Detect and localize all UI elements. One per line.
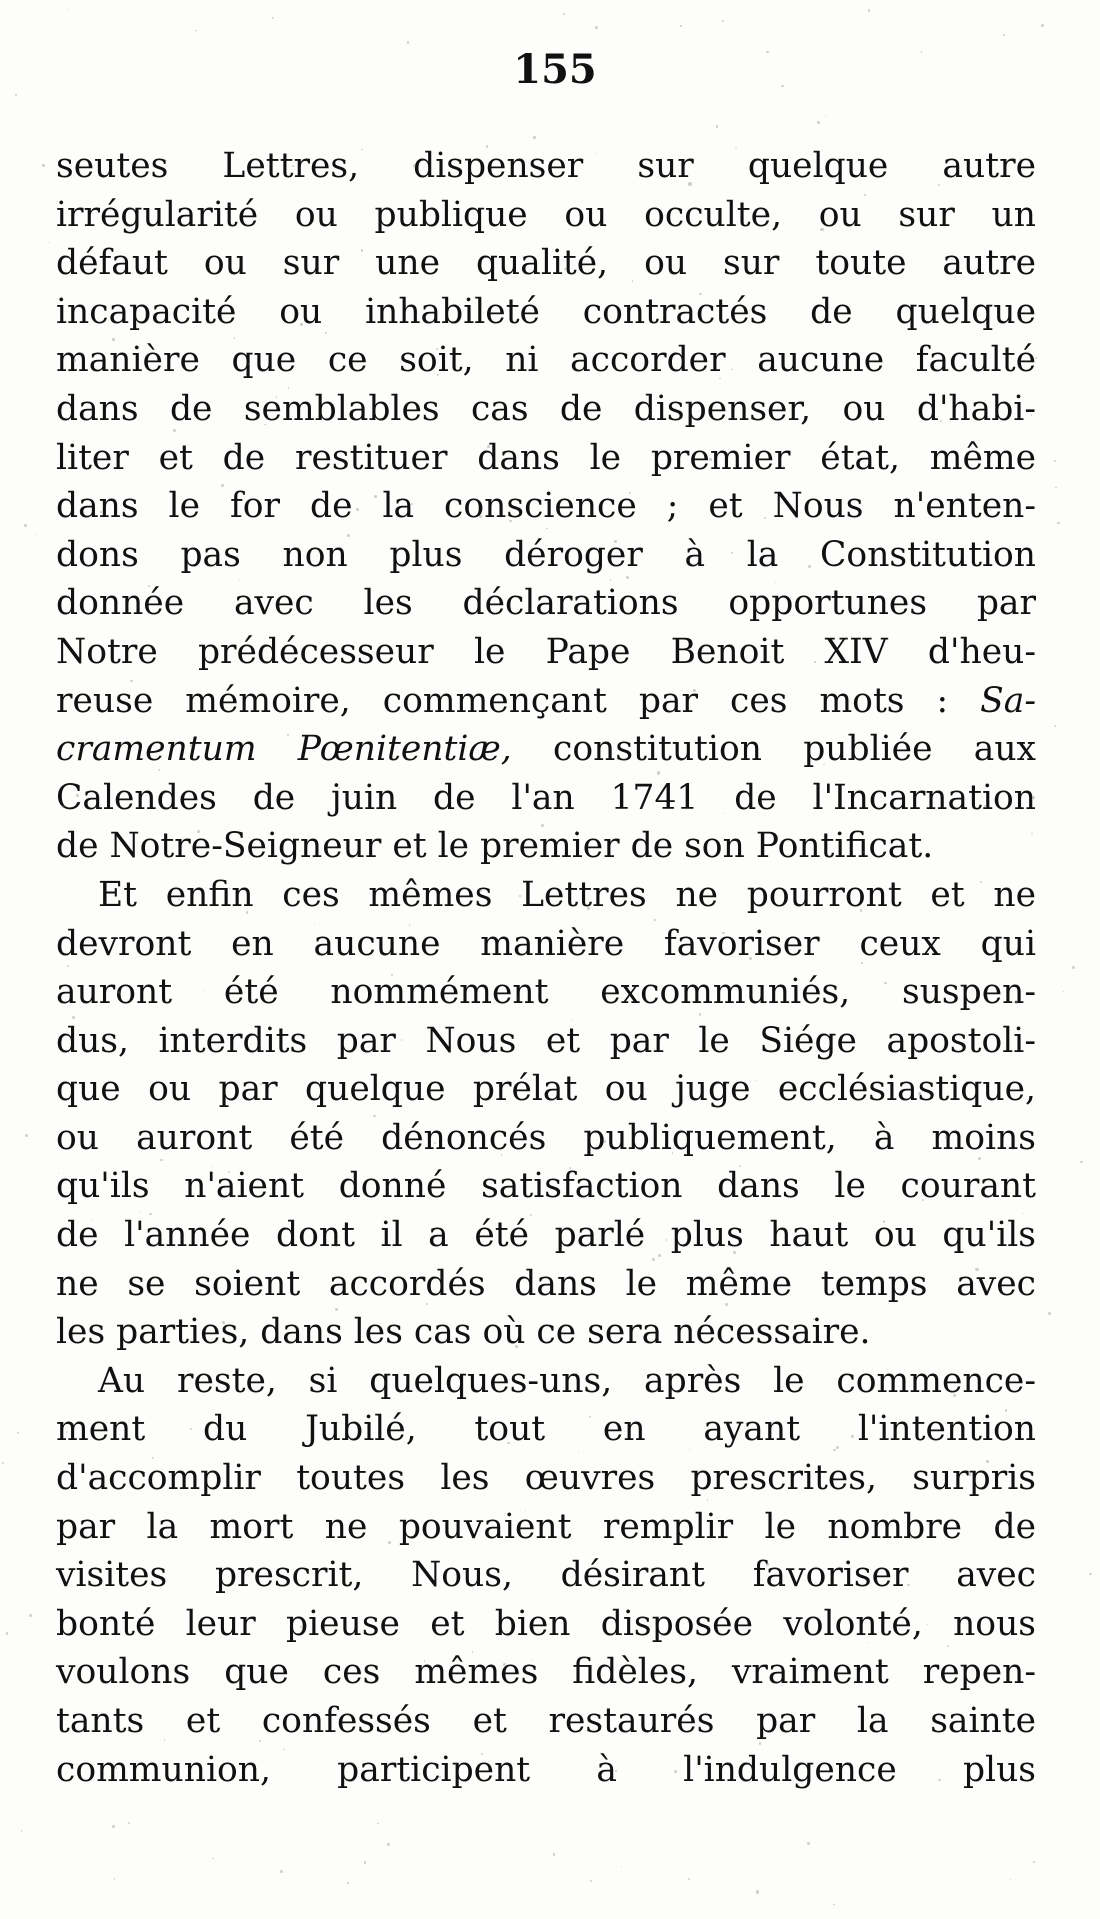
speckle-dot [173,429,176,432]
text-line: les parties, dans les cas où ce sera nécessaire. [56,1312,871,1353]
speckle-dot [388,1541,391,1544]
speckle-dot [589,1416,591,1418]
speckle-dot [709,458,712,461]
speckle-dot [228,1171,230,1173]
speckle-dot [1089,1573,1091,1575]
speckle-dot [272,17,275,20]
speckle-dot [419,1773,420,1774]
speckle-dot [1041,24,1044,27]
speckle-dot [590,1880,592,1882]
speckle-dot [1072,966,1075,969]
speckle-dot [861,962,863,964]
text-line: ou auront été dénoncés publiquement, à moins [56,1117,1036,1158]
speckle-dot [1015,1000,1018,1003]
speckle-dot [807,1842,809,1844]
speckle-dot [817,121,820,124]
text-line: bonté leur pieuse et bien disposée volonté, nous [56,1603,1036,1644]
speckle-dot [725,1303,728,1306]
speckle-dot [149,1213,152,1216]
speckle-dot [723,813,724,814]
text-line: que ou par quelque prélat ou juge ecclésiastique, [56,1069,1036,1110]
speckle-dot [15,94,18,97]
speckle-dot [148,585,150,587]
speckle-dot [975,1268,978,1271]
text-line: défaut ou sur une qualité, ou sur toute autre [56,243,1036,284]
speckle-dot [719,1035,720,1036]
speckle-dot [688,182,691,185]
speckle-dot [533,136,535,138]
speckle-dot [654,919,656,921]
text-segment: constitution publiée aux [553,729,1036,770]
speckle-dot [195,30,197,32]
text-line: incapacité ou inhabileté contractés de quelque [56,291,1036,332]
speckle-dot [756,1890,759,1893]
speckle-dot [259,1740,261,1742]
text-line: devront en aucune manière favoriser ceux qui [56,923,1036,964]
speckle-dot [699,293,701,295]
text-line: visites prescrit, Nous, désirant favoriser avec [56,1555,1036,1596]
speckle-dot [424,1660,426,1662]
speckle-dot [783,466,784,467]
speckle-dot [766,1563,768,1565]
speckle-dot [29,1614,32,1617]
speckle-dot [759,1742,761,1744]
text-line: irrégularité ou publique ou occulte, ou sur un [56,194,1036,235]
speckle-dot [117,991,120,994]
speckle-dot [825,115,826,116]
speckle-dot [1032,796,1035,799]
text-line: dans le for de la conscience ; et Nous n'enten- [56,486,1036,527]
speckle-dot [503,1663,506,1666]
speckle-dot [569,1167,571,1169]
speckle-dot [1003,34,1005,36]
speckle-dot [221,484,224,487]
speckle-dot [519,895,521,897]
paragraph-start-line: Au reste, si quelques-uns, après le commence- [98,1360,1036,1401]
speckle-dot [921,51,922,52]
speckle-dot [260,1083,262,1085]
speckle-dot [479,515,482,518]
speckle-dot [314,924,315,925]
speckle-dot [479,889,482,892]
speckle-dot [24,524,27,527]
speckle-dot [532,1660,533,1661]
speckle-dot [781,85,784,88]
text-line: ne se soient accordés dans le même temps avec [56,1263,1036,1304]
text-line: ment du Jubilé, tout en ayant l'intention [56,1409,1036,1450]
speckle-dot [62,805,65,808]
speckle-dot [222,1321,224,1323]
speckle-dot [280,1870,283,1873]
speckle-dot [486,145,488,147]
speckle-dot [197,830,200,833]
speckle-dot [1010,1879,1011,1880]
speckle-dot [1012,1148,1014,1150]
speckle-dot [211,1166,212,1167]
speckle-dot [731,369,732,370]
speckle-dot [1055,487,1057,489]
speckle-dot [541,824,544,827]
speckle-dot [66,1431,67,1432]
speckle-dot [863,851,865,853]
text-line: Calendes de juin de l'an 1741 de l'Incarnation [56,777,1036,818]
text-line: donnée avec les déclarations opportunes par [56,583,1036,624]
speckle-dot [407,41,409,43]
text-line: de Notre-Seigneur et le premier de son Pontificat. [56,826,934,867]
speckle-dot [722,932,725,935]
speckle-dot [374,495,377,498]
page-number: 155 [513,46,597,93]
speckle-dot [766,51,769,54]
speckle-dot [621,1866,622,1867]
speckle-dot [361,149,362,150]
speckle-dot [883,1220,886,1223]
speckle-dot [1063,991,1064,992]
speckle-dot [947,1645,949,1647]
text-line: tants et confessés et restaurés par la sainte [56,1701,1036,1741]
speckle-dot [626,576,629,579]
speckle-dot [42,164,45,167]
text-line [56,725,1036,774]
speckle-dot [658,1254,661,1257]
speckle-dot [927,1624,928,1625]
speckle-dot [719,378,720,379]
speckle-dot [17,1432,19,1434]
speckle-dot [1057,522,1059,524]
speckle-dot [886,598,887,599]
speckle-dot [860,909,863,912]
speckle-dot [884,982,887,985]
speckle-dot [864,194,865,195]
speckle-dot [1080,1161,1083,1164]
speckle-dot [472,1651,474,1653]
speckle-dot [749,957,752,960]
speckle-dot [377,1823,378,1824]
speckle-dot [67,9,68,10]
text-line: dons pas non plus déroger à la Constitution [56,534,1036,575]
speckle-dot [945,1136,948,1139]
speckle-dot [833,1904,834,1905]
speckle-dot [347,1882,349,1884]
speckle-dot [986,1460,989,1463]
speckle-dot [347,534,350,537]
text-line: d'accomplir toutes les œuvres prescrites, surpris [56,1458,1036,1499]
speckle-dot [229,888,230,889]
speckle-dot [361,249,363,251]
speckle-dot [93,1146,95,1148]
speckle-dot [984,805,987,808]
speckle-dot [990,509,991,510]
italic-latin-title: cramentum Pœnitentiæ, [56,729,512,770]
speckle-dot [6,1632,9,1635]
speckle-dot [1054,725,1056,727]
speckle-dot [2,1462,4,1464]
speckle-dot [868,9,870,11]
speckle-dot [722,20,724,22]
speckle-dot [735,147,736,148]
speckle-dot [487,445,490,448]
speckle-dot [413,164,416,167]
text-line: voulons que ces mêmes fidèles, vraiment repen- [56,1652,1036,1693]
speckle-dot [1033,1861,1034,1862]
speckle-dot [515,1345,518,1348]
speckle-dot [699,1013,702,1016]
text-line: de l'année dont il a été parlé plus haut ou qu'ils [56,1215,1036,1256]
speckle-dot [373,1115,375,1117]
speckle-dot [587,907,590,910]
speckle-dot [595,26,598,29]
speckle-dot [426,1303,428,1305]
speckle-dot [896,808,898,810]
speckle-dot [657,771,660,774]
speckle-dot [978,1157,981,1160]
speckle-dot [820,228,823,231]
speckle-dot [693,689,695,691]
speckle-dot [387,1843,390,1846]
speckle-dot [152,1457,154,1459]
speckle-dot [918,1092,920,1094]
text-line: dus, interdits par Nous et par le Siége apostoli- [56,1020,1036,1061]
text-line: auront été nommément excommuniés, suspen- [56,972,1036,1013]
speckle-dot [112,1825,115,1828]
speckle-dot [716,125,719,128]
speckle-dot [112,338,115,341]
speckle-dot [25,1134,28,1137]
speckle-dot [953,1394,956,1397]
speckle-dot [100,511,101,512]
speckle-dot [563,13,565,15]
speckle-dot [364,1861,367,1864]
paragraph-start-line: Et enfin ces mêmes Lettres ne pourront et ne [98,874,1036,915]
speckle-dot [910,1536,912,1538]
speckle-dot [688,1878,690,1880]
speckle-dot [292,165,294,167]
speckle-dot [114,1878,116,1880]
text-line: Notre prédécesseur le Pape Benoit XIV d'heu- [56,631,1036,672]
speckle-dot [913,1288,916,1291]
speckle-dot [411,503,413,505]
speckle-dot [997,1525,999,1527]
speckle-dot [598,1227,601,1230]
text-line: communion, participent à l'indulgence plus [56,1749,1036,1790]
speckle-dot [507,1442,510,1445]
text-line: seutes Lettres, dispenser sur quelque autre [56,146,1036,186]
text-line: liter et de restituer dans le premier état, même [56,437,1036,478]
speckle-dot [128,1822,130,1824]
speckle-dot [1054,460,1056,462]
speckle-dot [35,534,36,535]
speckle-dot [1023,265,1025,267]
speckle-dot [528,369,529,370]
speckle-dot [234,337,235,338]
speckle-dot [672,1152,673,1153]
speckle-dot [212,1858,214,1860]
speckle-dot [680,25,682,27]
speckle-dot [21,1830,23,1832]
speckle-dot [59,662,61,664]
speckle-dot [356,508,359,511]
speckle-dot [553,1853,555,1855]
speckle-dot [614,540,617,543]
text-line: manière que ce soit, ni accorder aucune faculté [56,340,1036,381]
text-line: dans de semblables cas de dispenser, ou d'habi- [56,388,1036,429]
speckle-dot [246,911,248,913]
speckle-dot [481,1753,483,1755]
text-line: par la mort ne pouvaient remplir le nombre de [56,1506,1036,1547]
italic-latin-title: Sa- [980,680,1036,721]
speckle-dot [48,242,49,243]
speckle-dot [665,985,666,986]
speckle-dot [1048,1312,1051,1315]
speckle-dot [1005,1409,1007,1411]
speckle-dot [889,887,892,890]
body-text [56,142,1036,1794]
text-segment: reuse mémoire, commençant par ces mots : [56,680,981,721]
speckle-dot [335,1245,338,1248]
speckle-dot [907,1584,909,1586]
text-line [56,677,1036,726]
text-line: qu'ils n'aient donné satisfaction dans le courant [56,1166,1036,1207]
speckle-dot [487,1420,489,1422]
